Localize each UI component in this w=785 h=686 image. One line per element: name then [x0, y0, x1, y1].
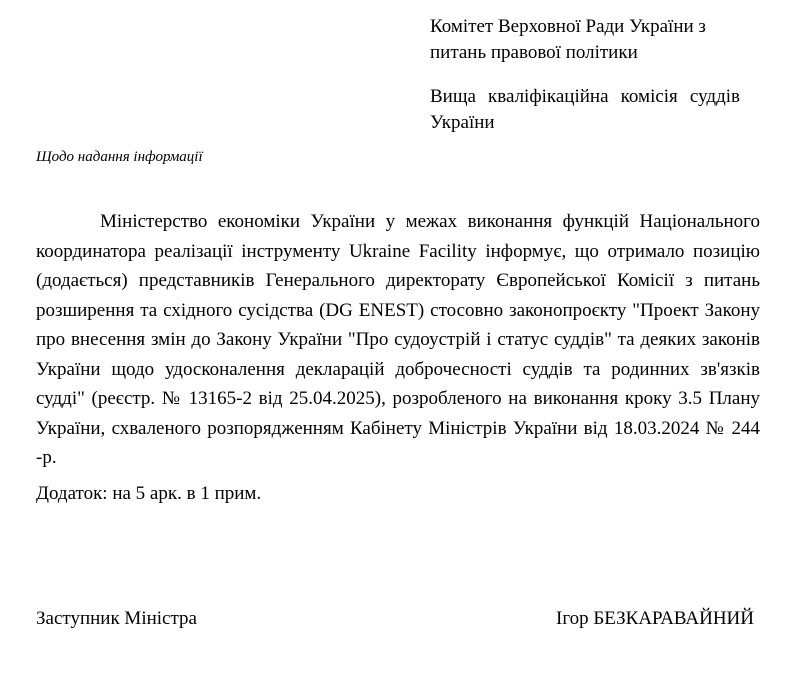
attachment-note: Додаток: на 5 арк. в 1 прим.: [36, 483, 262, 504]
recipient-committee: Комітет Верховної Ради України з питань правової політики: [430, 16, 706, 63]
signatory-position: Заступник Міністра: [36, 608, 197, 629]
subject-line: Щодо надання інформації: [36, 149, 203, 165]
recipients-block: [430, 14, 740, 136]
signatory-name: Ігор БЕЗКАРАВАЙНИЙ: [556, 608, 754, 629]
letter-body: Міністерство економіки України у межах виконання функцій Національного координатора реалізації інструменту Ukraine Facility інформує, що отримало позицію (додається) представників Генерального директорату Європейської Комісії з питань розширення та східного сусідства (DG ENEST) стосовно законопроєкту "Проект Закону про внесення змін до Закону України "Про судоустрій і статус суддів" та деяких законів України щодо удосконалення декларацій доброчесності суддів та родинних зв'язків судді" (реєстр. № 13165-2 від 25.04.2025), розробленого на виконання кроку 3.5 Плану України, схваленого розпорядженням Кабінету Міністрів України від 18.03.2024 № 244 -р.: [36, 211, 760, 468]
recipient-commission: Вища кваліфікаційна комісія суддів України: [430, 86, 740, 133]
